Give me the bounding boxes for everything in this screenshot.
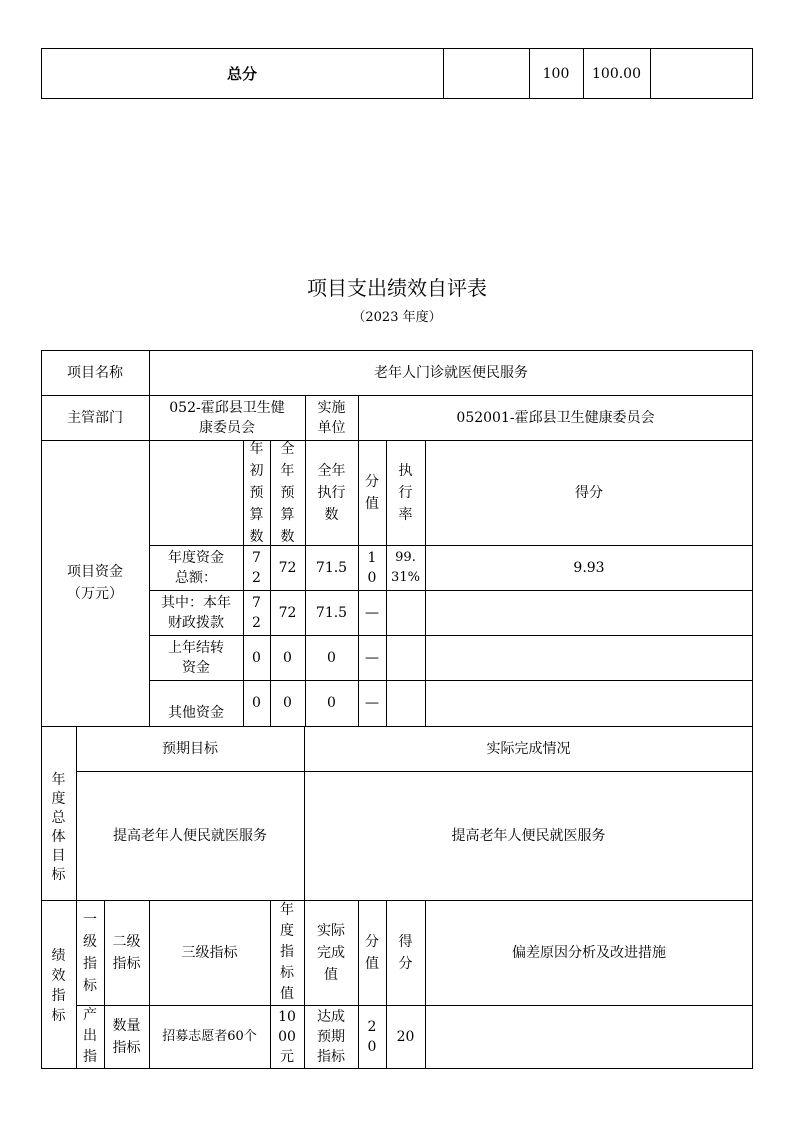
funds-row-initial: 7 2 (252, 594, 261, 631)
indicators-header-level1: 一 级 指 标 (83, 911, 97, 994)
funds-row-label: 其他资金 (168, 705, 224, 721)
funds-row-rate (386, 590, 425, 635)
goals-expected-header: 预期目标 (162, 740, 218, 757)
department-value: 052-霍邱县卫生健 康委员会 (169, 399, 285, 436)
total-weight: 100 (542, 65, 570, 82)
indicator-row-level1: 产 出 指 (83, 1007, 97, 1065)
page-subtitle: （2023 年度） (352, 310, 442, 325)
funds-header-weight: 分 值 (365, 473, 379, 512)
indicator-row-target: 10 00 元 (278, 1008, 296, 1065)
total-blank-cell (443, 48, 529, 99)
indicator-row-level2: 数量 指标 (112, 1017, 141, 1056)
implementing-unit-label: 实施 单位 (317, 399, 346, 436)
funds-row-full: 0 (283, 695, 292, 711)
funds-header-full-budget: 全 年 预 算 数 (280, 440, 295, 545)
funds-row-rate: 99. 31% (391, 549, 420, 585)
indicators-header-actual: 实际 完成 值 (317, 922, 345, 983)
indicators-header-target: 年 度 指 标 值 (280, 902, 294, 1002)
indicator-row-level3: 招募志愿者60个 (162, 1028, 257, 1044)
funds-row-initial: 0 (252, 695, 261, 711)
funds-header-initial-budget: 年 初 预 算 数 (249, 440, 264, 545)
funds-row-label: 上年结转 资金 (168, 639, 224, 676)
page-title: 项目支出绩效自评表 (307, 276, 487, 300)
total-score: 100.00 (592, 65, 641, 82)
project-name-value: 老年人门诊就医便民服务 (374, 364, 528, 381)
funds-row-initial: 7 2 (252, 549, 261, 586)
funds-row-full: 0 (283, 649, 292, 666)
indicator-row-weight: 2 0 (367, 1018, 377, 1055)
indicators-header-level2: 二级 指标 (112, 933, 141, 972)
funds-row-score (425, 680, 753, 726)
funds-row-label: 其中：本年 财政拨款 (161, 594, 231, 631)
project-name-label: 项目名称 (67, 364, 123, 381)
funds-row-initial: 0 (252, 649, 261, 666)
funds-row-executed: 71.5 (315, 604, 348, 621)
implementing-unit-value: 052001-霍邱县卫生健康委员会 (456, 409, 655, 426)
goals-actual-header: 实际完成情况 (486, 740, 571, 757)
funds-row-score: 9.93 (573, 559, 605, 576)
goals-actual-text: 提高老年人便民就医服务 (451, 827, 606, 844)
funds-row-weight: — (365, 649, 379, 666)
funds-row-executed: 0 (327, 649, 336, 666)
funds-row-weight: — (365, 604, 379, 621)
total-score-label: 总分 (226, 64, 257, 83)
funds-header-score: 得分 (575, 484, 603, 501)
indicators-header-level3: 三级指标 (181, 944, 238, 961)
funds-row-label: 年度资金 总额： (168, 549, 224, 586)
indicators-section-label: 绩 效 指 标 (51, 948, 66, 1024)
funds-row-executed: 71.5 (315, 559, 348, 576)
total-remark (650, 48, 752, 99)
funds-section-label: 项目资金 （万元） (67, 564, 123, 602)
indicators-header-weight: 分 值 (365, 933, 379, 972)
indicators-header-score: 得 分 (398, 933, 413, 972)
funds-row-weight: — (365, 695, 379, 711)
funds-header-rate: 执 行 率 (398, 462, 413, 523)
funds-row-score (425, 635, 753, 680)
funds-row-full: 72 (278, 604, 297, 621)
indicators-header-analysis: 偏差原因分析及改进措施 (512, 944, 666, 961)
department-label: 主管部门 (67, 409, 123, 426)
funds-row-full: 72 (278, 559, 297, 576)
funds-row-rate (386, 680, 425, 726)
funds-header-executed: 全年 执行 数 (317, 462, 346, 523)
indicator-row-analysis (425, 1005, 753, 1068)
indicator-row-score: 20 (396, 1028, 415, 1045)
goals-section-label: 年 度 总 体 目 标 (51, 772, 66, 883)
funds-row-weight: 1 0 (367, 549, 377, 586)
funds-row-executed: 0 (327, 695, 336, 711)
goals-expected-text: 提高老年人便民就医服务 (113, 827, 267, 844)
funds-row-rate (386, 635, 425, 680)
funds-row-score (425, 590, 753, 635)
indicator-row-actual: 达成 预期 指标 (317, 1008, 345, 1065)
